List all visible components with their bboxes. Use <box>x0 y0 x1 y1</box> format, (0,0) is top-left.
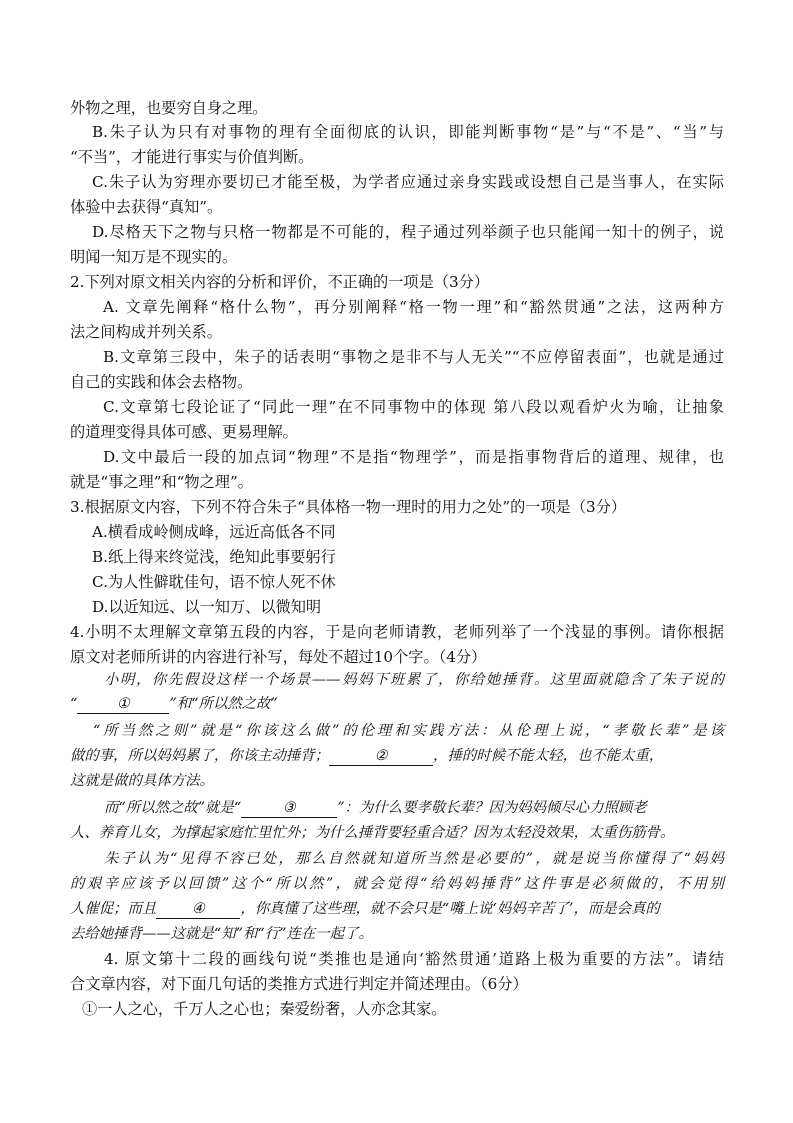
p3-post: ”：为什么要孝敬长辈？因为妈妈倾尽心力照顾老 <box>337 800 647 816</box>
q4-dialogue-p3-line1 <box>104 797 647 819</box>
q4-dialogue-p2-line1: “所当然之则”就是“你该这么做”的伦理和实践方法：从伦理上说，“孝敬长辈”是该 <box>93 723 724 739</box>
q3-option-b: B.纸上得来终觉浅，绝知此事要躬行 <box>92 548 336 566</box>
q4-stem-line2: 原文对老师所讲的内容进行补写，每处不超过10个字。（4分） <box>70 648 487 666</box>
q5-stem-line1: 4. 原文第十二段的画线句说“类推也是通向‘豁然贯通’道路上极为重要的方法”。请结 <box>104 950 724 968</box>
q2-stem: 2.下列对原文相关内容的分析和评价，不正确的一项是（3分） <box>70 273 490 291</box>
answer-blank-1[interactable]: ① <box>77 695 169 714</box>
q4-dialogue-p4-line4: 去给她捶背——这就是“知”和“行”连在一起了。 <box>70 926 373 942</box>
q1-option-d-line1: D.尽格天下之物与只格一物都是不可能的，程子通过列举颜子也只能闻一知十的例子，说 <box>92 223 724 241</box>
q4-dialogue-p2-line3: 这就是做的具体方法。 <box>70 773 214 789</box>
q4-stem-line1: 4.小明不太理解文章第五段的内容，于是向老师请教，老师列举了一个浅显的事例。请你根据 <box>70 623 724 641</box>
p2-pre: 做的事，所以妈妈累了，你该主动捶背； <box>70 748 330 764</box>
q3-option-d: D.以近知远、以一知万、以微知明 <box>92 598 322 616</box>
answer-blank-4[interactable]: ④ <box>156 900 240 919</box>
answer-blank-2[interactable]: ② <box>329 747 433 766</box>
q1-option-d-line2: 明闻一知万是不现实的。 <box>70 248 238 266</box>
q3-option-c: C.为人性僻耽佳句，语不惊人死不休 <box>92 573 336 591</box>
q1-option-b-line2: “不当”，才能进行事实与价值判断。 <box>70 148 314 166</box>
q4-dialogue-p2-line2 <box>70 745 663 767</box>
q2-option-d-line2: 就是“事之理”和“物之理”。 <box>70 473 253 491</box>
q3-stem: 3.根据原文内容，下列不符合朱子“具体格一物一理时的用力之处”的一项是（3分） <box>70 498 627 516</box>
q1-option-c-line2: 体验中去获得“真知”。 <box>70 198 223 216</box>
q2-option-b-line1: B.文章第三段中，朱子的话表明“事物之是非不与人无关”“不应停留表面”，也就是通过 <box>103 348 724 366</box>
q1-option-c-line1: C.朱子认为穷理亦要切已才能至极，为学者应通过亲身实践或设想自己是当事人，在实际 <box>92 173 724 191</box>
p4-post: ，你真懂了这些理，就不会只是“嘴上说‘妈妈辛苦了’，而是会真的 <box>240 901 660 917</box>
quote-rest: ”和“所以然之故” <box>169 696 278 712</box>
q4-dialogue-p4-line3 <box>70 898 660 920</box>
q3-option-a: A.横看成岭侧成峰，远近高低各不同 <box>92 523 336 541</box>
q4-dialogue-p4-line1: 朱子认为“见得不容已处，那么自然就知道所当然是必要的”，就是说当你懂得了“妈妈 <box>104 851 724 867</box>
q5-stem-line2: 合文章内容，对下面几句话的类推方式进行判定并简述理由。（6分） <box>70 975 528 993</box>
q4-dialogue-p1-line2 <box>70 693 278 715</box>
q4-dialogue-p3-line2: 人、养育儿女，为撑起家庭忙里忙外；为什么捶背要轻重合适？因为太轻没效果，太重伤筋骨。 <box>70 825 675 841</box>
p2-post: ，捶的时候不能太轻，也不能太重， <box>433 748 664 764</box>
q4-dialogue-p4-line2: 的艰辛应该予以回馈”这个“所以然”，就会觉得“给妈妈捶背”这件事是必须做的，不用别 <box>70 876 724 892</box>
q2-option-c-line1: C.文章第七段论证了“同此一理”在不同事物中的体现 第八段以观看炉火为喻，让抽象 <box>103 398 724 416</box>
p3-pre: 而“所以然之故”就是“ <box>104 800 242 816</box>
q2-option-d-line1: D.文中最后一段的加点词“物理”不是指“物理学”，而是指事物背后的道理、规律，也 <box>103 448 724 466</box>
answer-blank-3[interactable]: ③ <box>241 799 337 818</box>
q5-item-1: ①一人之心，千万人之心也；秦爱纷奢，人亦念其家。 <box>82 1000 447 1018</box>
q2-option-a-line2: 法之间构成并列关系。 <box>70 323 222 341</box>
q2-option-a-line1: A. 文章先阐释“格什么物”，再分别阐释“格一物一理”和“豁然贯通”之法，这两种方 <box>103 298 724 316</box>
p4-pre: 人催促；而且 <box>70 901 157 917</box>
quote-open: “ <box>70 696 78 712</box>
q2-option-b-line2: 自己的实践和体会去格物。 <box>70 373 253 391</box>
q1-continuation: 外物之理，也要穷自身之理。 <box>70 99 268 117</box>
q1-option-b-line1: B.朱子认为只有对事物的理有全面彻底的认识，即能判断事物“是”与“不是”、“当”与 <box>92 123 724 141</box>
q2-option-c-line2: 的道理变得具体可感、更易理解。 <box>70 423 298 441</box>
q4-dialogue-p1-line1: 小明，你先假设这样一个场景——妈妈下班累了，你给她捶背。这里面就隐含了朱子说的 <box>104 672 724 688</box>
